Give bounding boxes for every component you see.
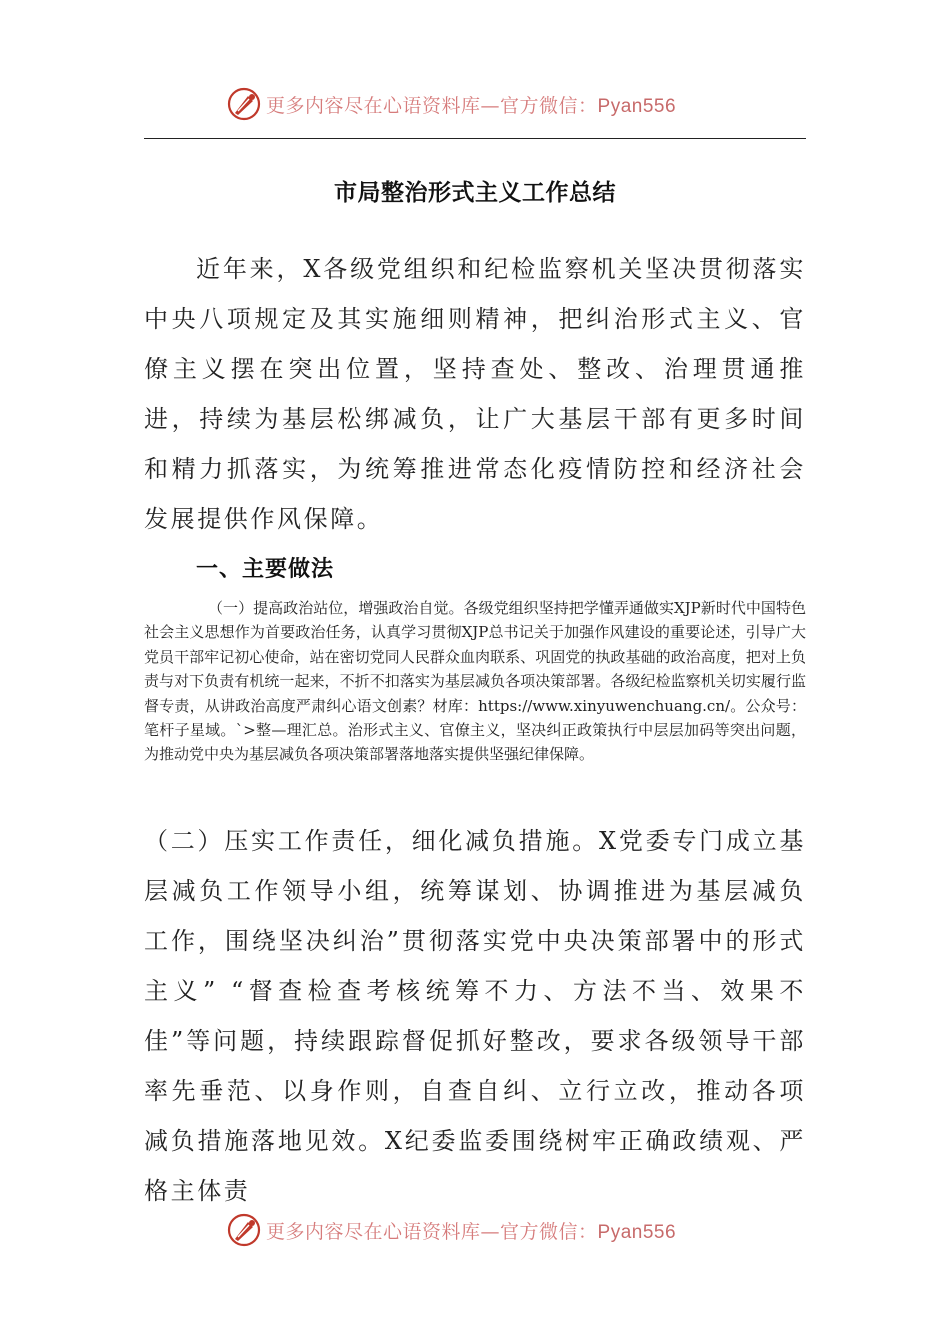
banner-text: 更多内容尽在心语资料库—官方微信：Pyan556 [266,94,677,117]
wechat-id: Pyan556 [597,1221,677,1243]
section-heading: 一、主要做法 [196,557,335,582]
wechat-id: Pyan556 [597,95,677,117]
document-title: 市局整治形式主义工作总结 [334,180,616,206]
pen-nib-logo-icon [226,1212,262,1248]
header-banner [0,82,950,126]
paragraph-two: （二）压实工作责任，细化减负措施。X党委专门成立基层减负工作领导小组，统筹谋划、协调推进为基层减负工作，围绕坚决纠治”贯彻落实党中央决策部署中的形式主义” “督查检查考核统筹不力、方法不当、效果不佳”等问题，持续跟踪督促抓好整改，要求各级领导干部率先垂范、以身作则，自查自纠、立行立改，推动各项减负措施落地见效。X纪委监委围绕树牢正确政绩观、严格主体责 [144,827,806,1205]
pen-nib-logo-icon [226,86,262,122]
banner-text: 更多内容尽在心语资料库—官方微信：Pyan556 [266,1220,677,1243]
intro-paragraph: 近年来，X各级党组织和纪检监察机关坚决贯彻落实中央八项规定及其实施细则精神，把纠治形式主义、官僚主义摆在突出位置，坚持查处、整改、治理贯通推进，持续为基层松绑减负，让广大基层干部有更多时间和精力抓落实，为统筹推进常态化疫情防控和经济社会发展提供作风保障。 [144,255,806,533]
footer-banner [0,1208,950,1252]
header-divider [144,138,806,139]
paragraph-one: （一）提高政治站位，增强政治自觉。各级党组织坚持把学懂弄通做实XJP新时代中国特色社会主义思想作为首要政治任务，认真学习贯彻XJP总书记关于加强作风建设的重要论述，引导广大党员干部牢记初心使命，站在密切党同人民群众血肉联系、巩固党的执政基础的政治高度，把对上负责与对下负责有机统一起来，不折不扣落实为基层减负各项决策部署。各级纪检监察机关切实履行监督专责，从讲政治高度严肃纠心语文创素？材库：https://www.xinyuwenchuang.cn/。公众号：笔杆子星域。`>整—理汇总。治形式主义、官僚主义，坚决纠正政策执行中层层加码等突出问题，为推动党中央为基层减负各项决策部署落地落实提供坚强纪律保障。 [144,599,806,764]
